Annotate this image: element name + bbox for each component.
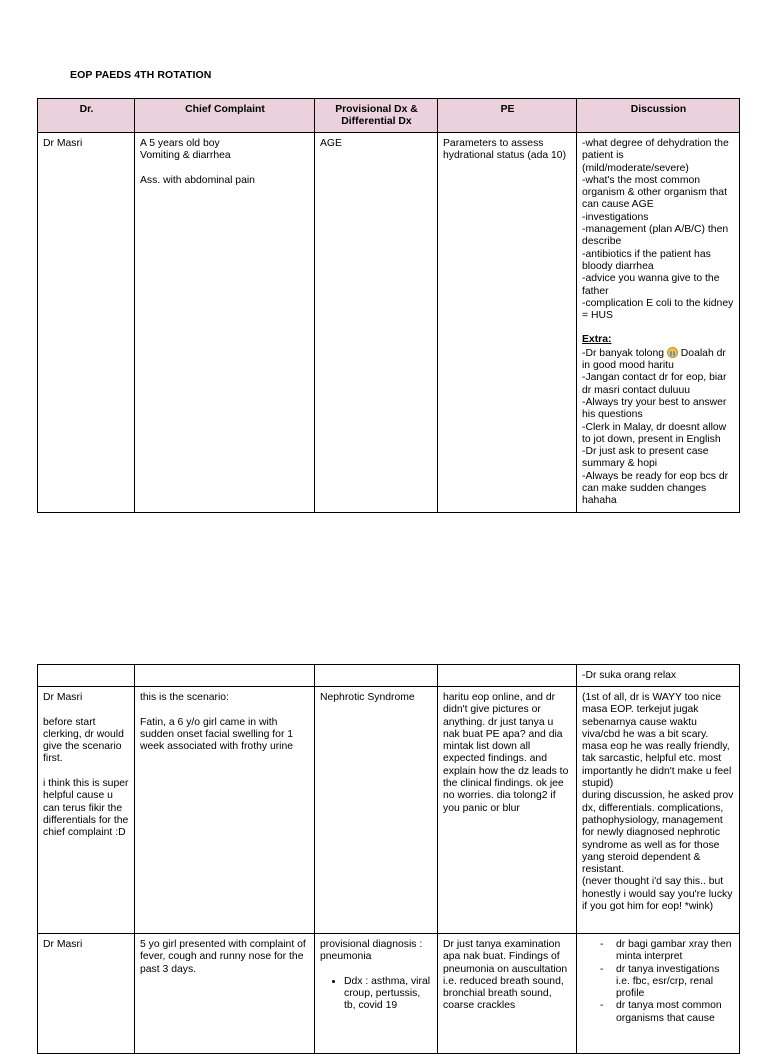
discussion-list — [582, 939, 735, 1025]
header-chief-complaint: Chief Complaint — [135, 99, 315, 133]
cell-dr — [38, 665, 135, 687]
cell-chief-complaint: A 5 years old boy Vomiting & diarrhea Ass. with abdominal pain — [135, 133, 315, 513]
cell-dr: Dr Masri before start clerking, dr would give the scenario first. i think this is super helpful cause u can terus fikir the differentials for the chief complaint :D — [38, 687, 135, 934]
cell-chief-complaint: 5 yo girl presented with complaint of fever, cough and runny nose for the past 3 days. — [135, 934, 315, 1054]
header-pe: PE — [438, 99, 577, 133]
cell-dr: Dr Masri — [38, 934, 135, 1054]
cell-discussion: -Dr suka orang relax — [577, 665, 740, 687]
table-header-row — [38, 99, 740, 133]
header-provisional-dx: Provisional Dx & Differential Dx — [315, 99, 438, 133]
cell-dx: provisional diagnosis : pneumonia • Ddx : asthma, viral croup, pertussis, tb, covid 19 — [315, 934, 438, 1054]
cell-dx — [315, 665, 438, 687]
list-item: • Ddx : asthma, viral croup, pertussis, tb, covid 19 — [344, 976, 433, 1013]
cell-pe: Dr just tanya examination apa nak buat. Findings of pneumonia on auscultation i.e. reduced breath sound, bronchial breath sound, coarse crackles — [438, 934, 577, 1054]
list-item: - dr tanya most common organisms that cause — [600, 1000, 735, 1025]
document-title: EOP PAEDS 4TH ROTATION — [70, 69, 212, 81]
eop-table-page-1 — [37, 98, 740, 513]
table-row — [38, 665, 740, 687]
cell-dr: Dr Masri — [38, 133, 135, 513]
cell-discussion: (1st of all, dr is WAYY too nice masa EOP. terkejut jugak sebenarnya cause waktu viva/cbd he was a bit scary. masa eop he was really friendly, tak sarcastic, helpful etc. most importantly he didn't make u feel stupid) during discussion, he asked prov dx, differentials. complications, pathophysiology, management for newly diagnosed nephrotic syndrome as well as for those yang steroid dependent & resistant. (never thought i'd say this.. but honestly i would say you're lucky if you got him for eop! *wink) — [577, 687, 740, 934]
cell-discussion — [577, 934, 740, 1054]
crying-face-icon — [667, 347, 678, 358]
table-row — [38, 934, 740, 1054]
extra-line-1: -Dr banyak tolong Doalah dr in good mood haritu — [582, 347, 726, 372]
cell-chief-complaint — [135, 665, 315, 687]
cell-pe — [438, 665, 577, 687]
cell-discussion — [577, 133, 740, 513]
table-row — [38, 687, 740, 934]
cell-chief-complaint: this is the scenario: Fatin, a 6 y/o girl came in with sudden onset facial swelling for 1 week associated with frothy urine — [135, 687, 315, 934]
extra-notes: -Jangan contact dr for eop, biar dr masri contact duluuu -Always try your best to answer his questions -Clerk in Malay, dr doesnt allow to jot down, present in English -Dr just ask to present case summary & hopi -Always be ready for eop bcs dr can make sudden changes hahaha — [582, 372, 729, 507]
list-item: - dr bagi gambar xray then minta interpret — [600, 939, 735, 964]
header-discussion: Discussion — [577, 99, 740, 133]
list-item: - dr tanya investigations i.e. fbc, esr/crp, renal profile — [600, 964, 735, 1001]
cell-dx: AGE — [315, 133, 438, 513]
table-row — [38, 133, 740, 513]
eop-table-page-2 — [37, 664, 740, 1054]
header-dr: Dr. — [38, 99, 135, 133]
cell-pe: haritu eop online, and dr didn't give pictures or anything. dr just tanya u nak buat PE apa? and dia mintak list down all expected findings. and explain how the dz leads to the clinical findings. ok jee no worries. dia tolong2 if you panic or blur — [438, 687, 577, 934]
cell-dx: Nephrotic Syndrome — [315, 687, 438, 934]
discussion-text: -what degree of dehydration the patient is (mild/moderate/severe) -what's the most common organism & other organism that can cause AGE -investigations -management (plan A/B/C) then describe -antibiotics if the patient has bloody diarrhea -advice you wanna give to the father -complication E coli to the kidney = HUS — [582, 138, 734, 322]
extra-heading: Extra: — [582, 334, 612, 346]
cell-pe: Parameters to assess hydrational status (ada 10) — [438, 133, 577, 513]
ddx-list — [320, 976, 433, 1013]
